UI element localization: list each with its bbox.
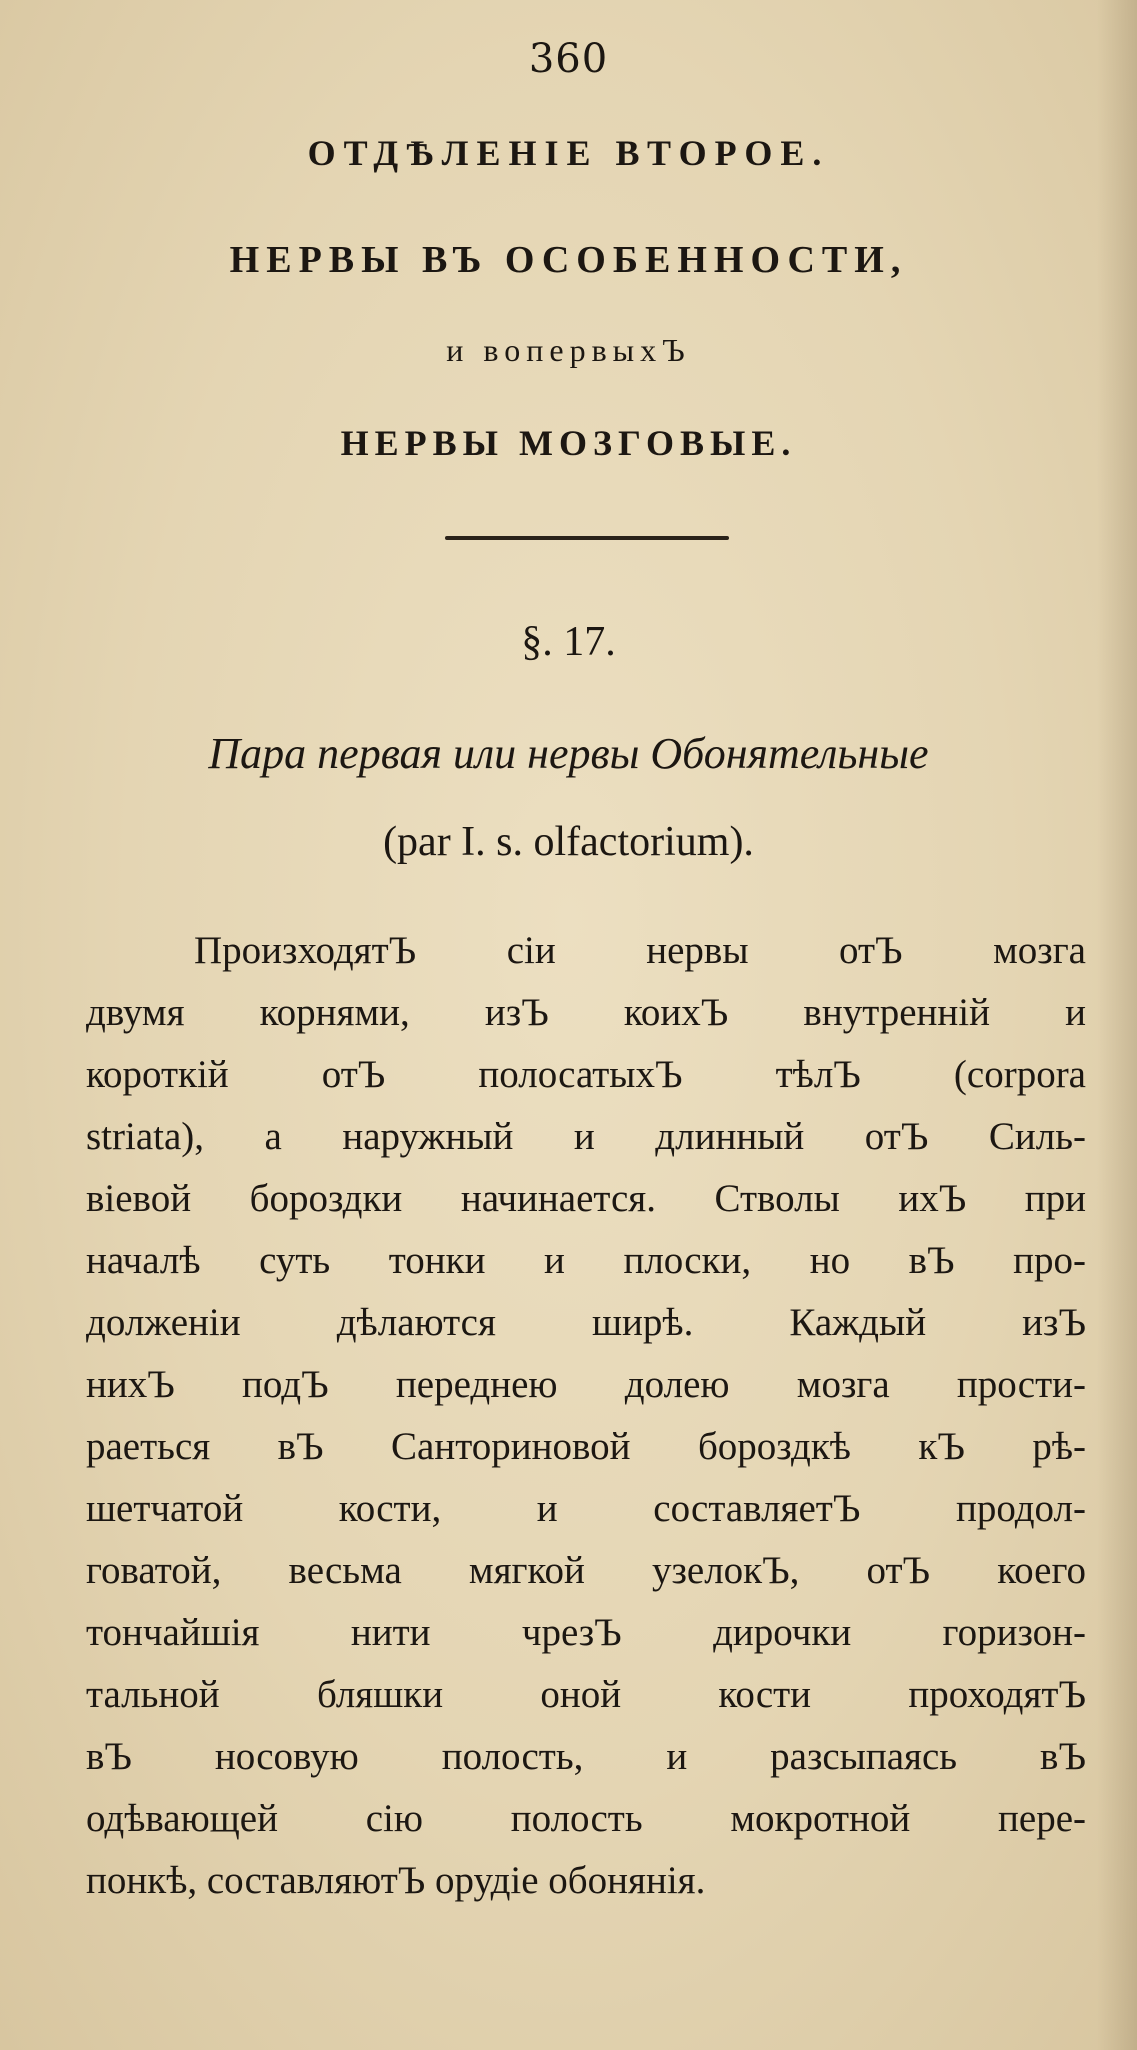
text-line: долженіи дѣлаются ширѣ. Каждый изЪ bbox=[86, 1301, 1086, 1344]
text-line: раеться вЪ Санториновой бороздкѣ кЪ рѣ- bbox=[86, 1425, 1086, 1468]
text-line: понкѣ, составляютЪ орудіе обонянія. bbox=[86, 1859, 706, 1902]
body-paragraph bbox=[86, 920, 1086, 1912]
text-line: короткій отЪ полосатыхЪ тѣлЪ (corpora bbox=[86, 1053, 1086, 1096]
section-heading: ОТДѢЛЕНІЕ ВТОРОЕ. bbox=[307, 133, 830, 173]
pair-title: Пара первая или нервы Обонятельные bbox=[208, 729, 929, 778]
subsection-heading: НЕРВЫ ВЪ ОСОБЕННОСТИ, bbox=[229, 239, 908, 281]
text-line: началѣ суть тонки и плоски, но вЪ про- bbox=[86, 1239, 1086, 1282]
paragraph-number: §. 17. bbox=[521, 619, 616, 665]
text-line: тончайшія нити чрезЪ дирочки горизон- bbox=[86, 1611, 1086, 1654]
text-line: шетчатой кости, и составляетЪ продол- bbox=[86, 1487, 1086, 1530]
text-line: двумя корнями, изЪ коихЪ внутренній и bbox=[86, 991, 1086, 1034]
text-line: ПроизходятЪ сіи нервы отЪ мозга bbox=[194, 929, 1086, 972]
divider-rule bbox=[445, 536, 729, 540]
text-line: striata), а наружный и длинный отЪ Силь- bbox=[86, 1115, 1086, 1158]
text-line: вЪ носовую полость, и разсыпаясь вЪ bbox=[86, 1735, 1086, 1778]
text-line: одѣвающей сію полость мокротной пере- bbox=[86, 1797, 1086, 1840]
subsection-connector: и вопервыхЪ bbox=[446, 332, 691, 368]
chapter-heading: НЕРВЫ МОЗГОВЫЕ. bbox=[340, 423, 797, 463]
text-line: тальной бляшки оной кости проходятЪ bbox=[86, 1673, 1086, 1716]
text-line: віевой бороздки начинается. Стволы ихЪ при bbox=[86, 1177, 1086, 1220]
text-line: нихЪ подЪ переднею долею мозга прости- bbox=[86, 1363, 1086, 1406]
page-number: 360 bbox=[528, 36, 609, 82]
page-edge-shadow bbox=[1097, 0, 1137, 2050]
text-line: говатой, весьма мягкой узелокЪ, отЪ коего bbox=[86, 1549, 1086, 1592]
pair-latin-name: (par I. s. olfactorium). bbox=[383, 819, 754, 865]
